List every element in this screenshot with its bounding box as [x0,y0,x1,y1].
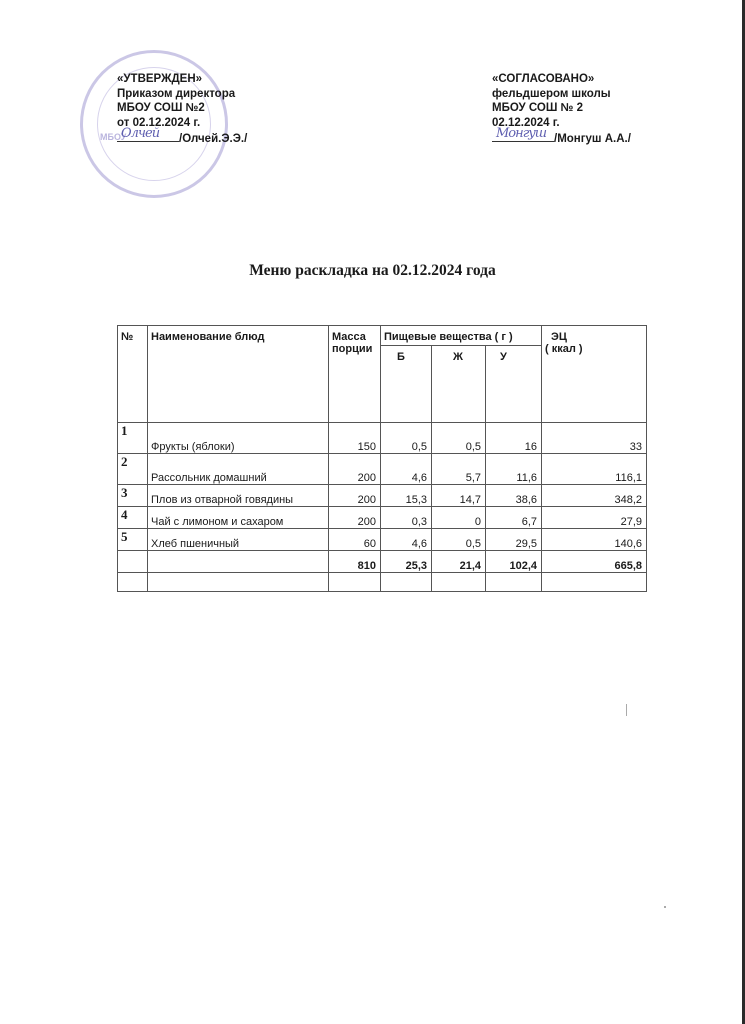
total-mass: 810 [329,551,381,573]
protein-value: 0,3 [381,507,432,529]
header-name: Наименование блюд [148,326,329,423]
total-energy: 665,8 [542,551,647,573]
energy-value: 116,1 [542,454,647,485]
header-fat: Ж [432,346,486,423]
table-row [118,454,647,485]
row-number: 4 [118,507,148,529]
portion-mass: 200 [329,485,381,507]
total-fat: 21,4 [432,551,486,573]
empty-row [118,573,647,592]
total-name-cell [148,551,329,573]
row-number: 3 [118,485,148,507]
approval-line-2: МБОУ СОШ №2 [117,102,205,114]
signature-underline [117,125,179,142]
carbs-value: 38,6 [486,485,542,507]
agreement-date: 02.12.2024 г. [492,116,560,129]
carbs-value: 11,6 [486,454,542,485]
fat-value: 0,5 [432,529,486,551]
row-number: 2 [118,454,148,485]
header-ec-line-2: ( ккал ) [545,343,583,355]
document-title: Меню раскладка на 02.12.2024 года [249,262,496,279]
empty-cell [381,573,432,592]
menu-table [117,325,647,592]
header-carbs: У [486,346,542,423]
header-nutrients: Пищевые вещества ( г ) [381,326,542,346]
agreement-signer: /Монгуш А.А./ [554,133,631,145]
signature-underline [492,125,554,142]
dish-name: Рассольник домашний [148,454,329,485]
empty-cell [542,573,647,592]
total-carbs: 102,4 [486,551,542,573]
approval-heading: «УТВЕРЖДЕН» [117,73,203,85]
protein-value: 4,6 [381,529,432,551]
energy-value: 33 [542,423,647,454]
empty-cell [432,573,486,592]
empty-cell [329,573,381,592]
table-row [118,529,647,551]
table-row [118,507,647,529]
carbs-value: 29,5 [486,529,542,551]
carbs-value: 6,7 [486,507,542,529]
protein-value: 0,5 [381,423,432,454]
approval-line-1: Приказом директора [117,87,236,100]
header-protein: Б [381,346,432,423]
empty-cell [148,573,329,592]
empty-cell [118,573,148,592]
table-row [118,485,647,507]
approval-block [117,72,247,147]
dish-name: Фрукты (яблоки) [148,423,329,454]
energy-value: 27,9 [542,507,647,529]
agreement-signature-line [492,125,631,147]
carbs-value: 16 [486,423,542,454]
total-row [118,551,647,573]
approval-date: от 02.12.2024 г. [117,116,201,129]
director-signature: Олчей [121,125,160,141]
agreement-block [492,72,631,147]
header-row [118,326,647,346]
fat-value: 14,7 [432,485,486,507]
header-mass-line-2: порции [332,343,373,355]
empty-cell [486,573,542,592]
row-number: 5 [118,529,148,551]
portion-mass: 150 [329,423,381,454]
header-mass-line-1: Масса [332,331,366,343]
total-protein: 25,3 [381,551,432,573]
energy-value: 348,2 [542,485,647,507]
portion-mass: 60 [329,529,381,551]
fat-value: 5,7 [432,454,486,485]
protein-value: 15,3 [381,485,432,507]
approval-signer: /Олчей.Э.Э./ [179,133,248,145]
scan-speck [664,906,666,908]
fat-value: 0 [432,507,486,529]
row-number: 1 [118,423,148,454]
agreement-line-1: фельдшером школы [492,87,611,100]
stamp-text: МБОУ [100,132,127,142]
header-ec [542,326,647,423]
total-num-cell [118,551,148,573]
table-row [118,423,647,454]
approval-signature-line [117,125,248,147]
header-num: № [118,326,148,423]
dish-name: Чай с лимоном и сахаром [148,507,329,529]
header-ec-line-1: ЭЦ [551,331,567,343]
dish-name: Хлеб пшеничный [148,529,329,551]
dish-name: Плов из отварной говядины [148,485,329,507]
protein-value: 4,6 [381,454,432,485]
scan-speck [626,704,627,716]
portion-mass: 200 [329,454,381,485]
agreement-heading: «СОГЛАСОВАНО» [492,73,595,85]
header-mass [329,326,381,423]
paramedic-signature: Монгуш [496,125,547,141]
portion-mass: 200 [329,507,381,529]
agreement-line-2: МБОУ СОШ № 2 [492,102,583,114]
fat-value: 0,5 [432,423,486,454]
energy-value: 140,6 [542,529,647,551]
